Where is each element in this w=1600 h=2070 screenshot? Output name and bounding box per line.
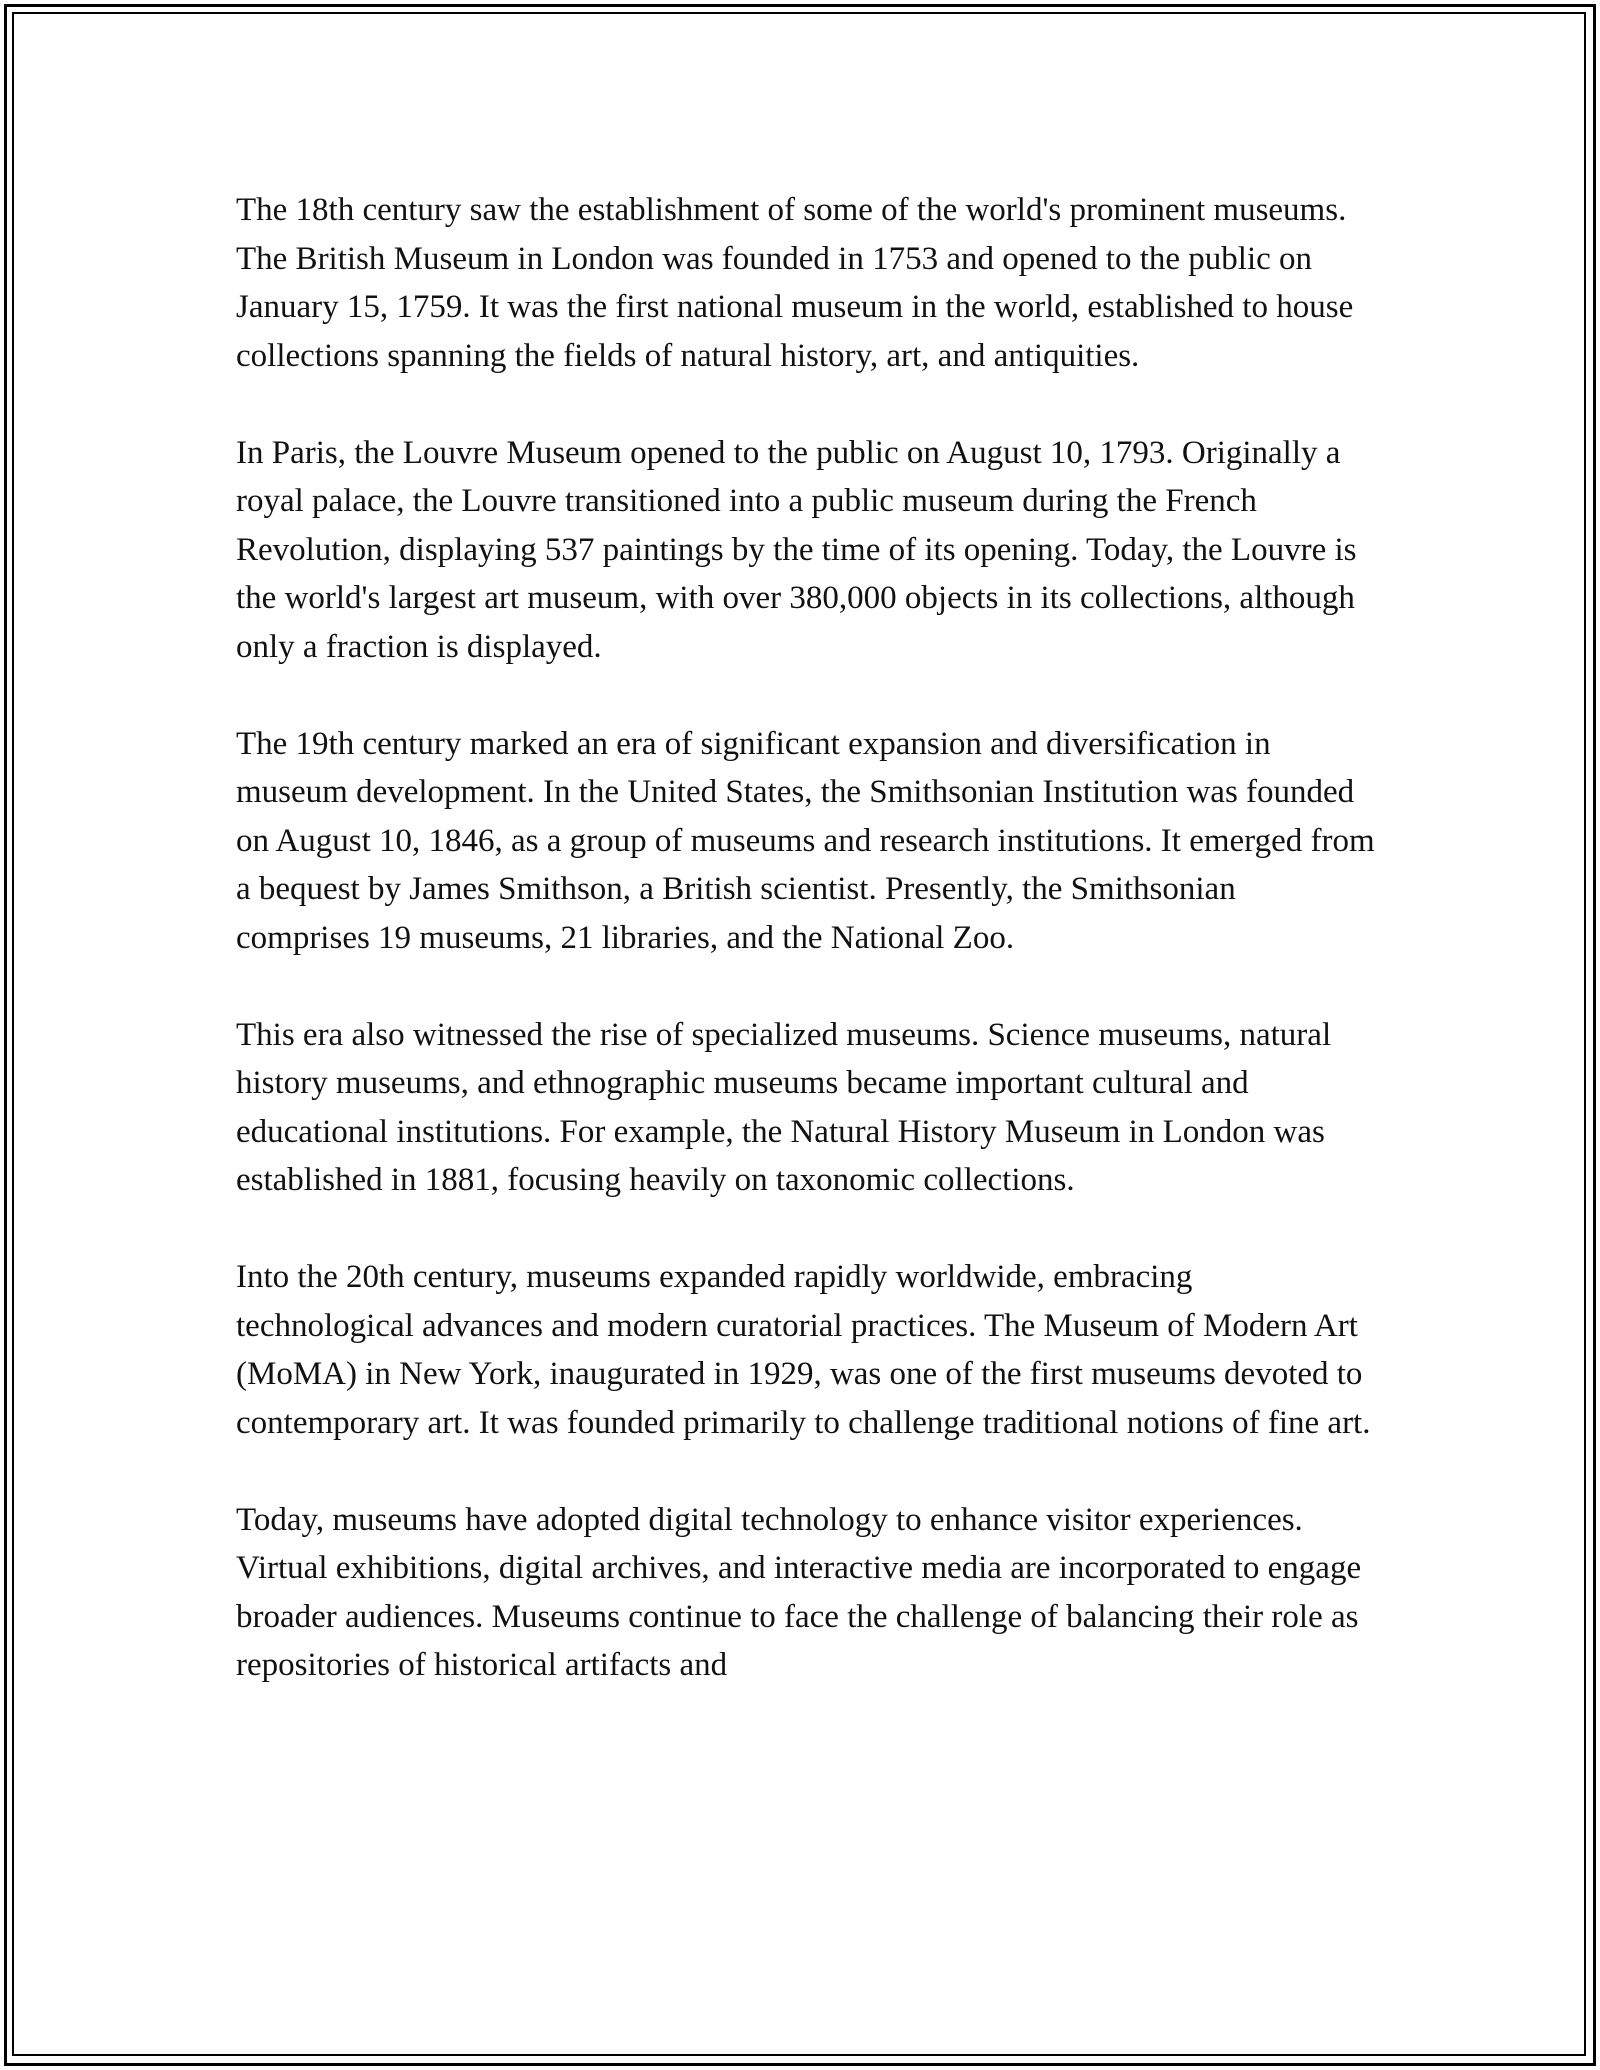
paragraph-louvre: In Paris, the Louvre Museum opened to the public on August 10, 1793. Originally a royal palace, the Louvre transitioned into a public museum during the French Revolution, displaying 537 paintings by the time of its opening. Today, the Louvre is the world's largest art museum, with over 380,000 objects in its collections, although only a fraction is displayed. [236, 434, 1357, 665]
paragraph-specialized-museums: This era also witnessed the rise of specialized museums. Science museums, natural history museums, and ethnographic museums became important cultural and educational institutions. For example, the Natural History Museum in London was established in 1881, focusing heavily on taxonomic collections. [236, 1016, 1332, 1198]
paragraph-19th-century: The 19th century marked an era of significant expansion and diversification in museum development. In the United States, the Smithsonian Institution was founded on August 10, 1846, as a group of museums and research institutions. It emerged from a bequest by James Smithson, a British scientist. Presently, the Smithsonian comprises 19 museums, 21 libraries, and the National Zoo. [236, 725, 1375, 956]
document-body [236, 186, 1376, 1738]
paragraph-today: Today, museums have adopted digital technology to enhance visitor experiences. Virtual exhibitions, digital archives, and interactive media are incorporated to engage broader audiences. Museums continue to face the challenge of balancing their role as repositories of historical artifacts and [236, 1501, 1362, 1683]
paragraph-20th-century: Into the 20th century, museums expanded rapidly worldwide, embracing technological advances and modern curatorial practices. The Museum of Modern Art (MoMA) in New York, inaugurated in 1929, was one of the first museums devoted to contemporary art. It was founded primarily to challenge traditional notions of fine art. [236, 1259, 1371, 1441]
paragraph-18th-century: The 18th century saw the establishment of some of the world's prominent museums. The British Museum in London was founded in 1753 and opened to the public on January 15, 1759. It was the first national museum in the world, established to house collections spanning the fields of natural history, art, and antiquities. [236, 192, 1354, 374]
